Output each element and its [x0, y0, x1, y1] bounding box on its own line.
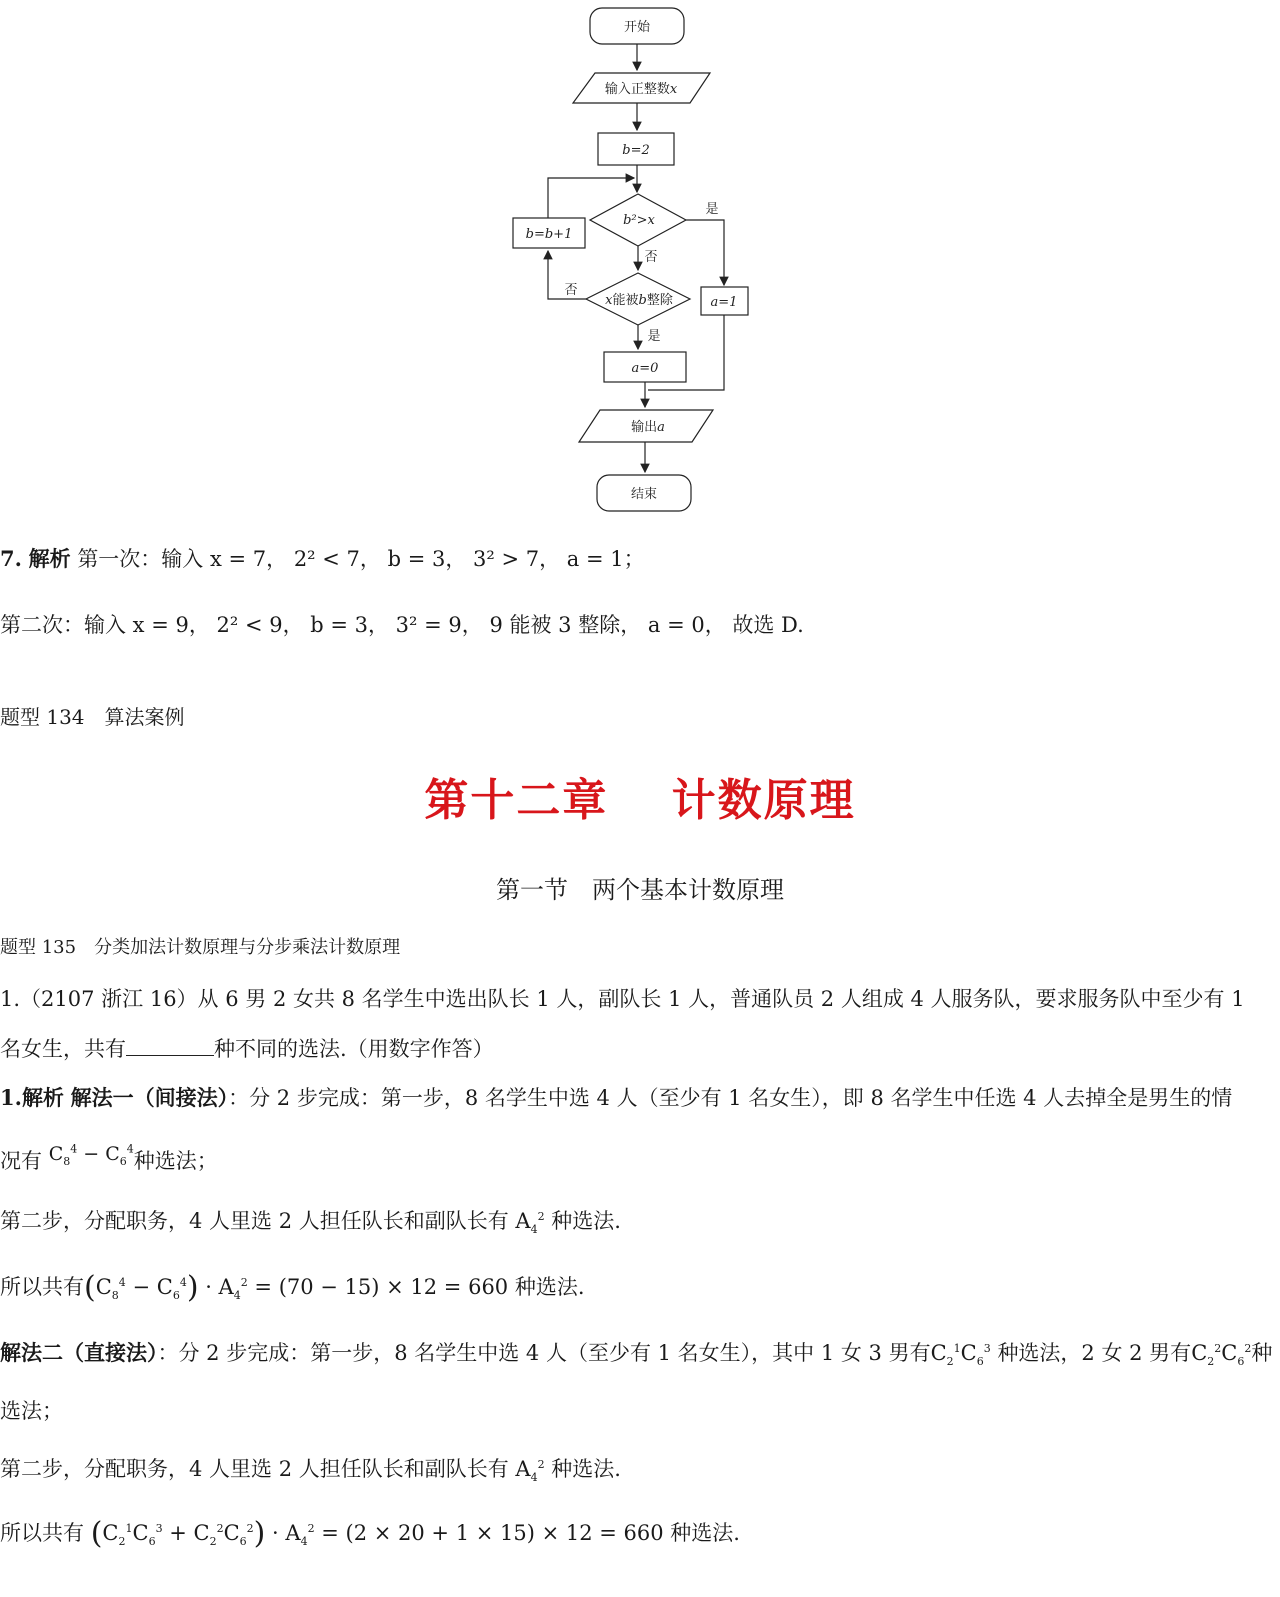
algorithm-flowchart	[0, 0, 1280, 530]
s4-post: = (70 − 15) × 12 = 660 种选法.	[254, 1275, 585, 1299]
flow-no1-label: 否	[644, 250, 658, 265]
method2-mid: 种选法，2 女 2 男有	[997, 1341, 1192, 1365]
q7-line2-text: 第二次：输入 x = 9， 2² < 9， b = 3， 3² = 9， 9 能被 3 整除， a = 0， 故选 D.	[0, 613, 804, 637]
s4-pre: 所以共有	[0, 1275, 84, 1299]
flow-condition1-label: b²>x	[623, 213, 655, 228]
problem1-line2	[0, 1033, 494, 1064]
flow-input-label: 输入正整数x	[604, 82, 678, 97]
flow-yes1-label: 是	[705, 202, 719, 217]
solution-line6: 选法；	[0, 1399, 63, 1423]
solution-line4: 所以共有$(C_8^4 - C_6^4) \cdot A_4^2 = (70 - 15) \times 12 = 660$ 种选法.	[0, 1270, 585, 1305]
flow-condition2-label: x能被b整除	[605, 293, 673, 308]
solution-number: 1.	[0, 1085, 22, 1110]
flow-yes2-label: 是	[647, 329, 661, 344]
method1-label: 解法一（间接法）	[70, 1085, 229, 1110]
s6-text: 第二步，分配职务，4 人里选 2 人担任队长和副队长有 A	[0, 1457, 531, 1481]
s7-post: = (2 × 20 + 1 × 15) × 12 = 660 种选法.	[321, 1521, 740, 1545]
solution-line5: 解法二（直接法）：分 2 步完成：第一步，8 名学生中选 4 人（至少有 1 名女生），其中 1 女 3 男有$C_2^1C_6^3$ 种选法，2 女 2 男有$C_2^2C_6^2$种	[0, 1340, 1273, 1369]
s6-post: 种选法.	[551, 1457, 621, 1481]
method2-text: ：分 2 步完成：第一步，8 名学生中选 4 人（至少有 1 名女生），其中 1 女 3 男有	[157, 1341, 931, 1365]
flow-increment-label: b=b+1	[525, 227, 573, 242]
problem1-line2-b: 种不同的选法.（用数字作答）	[214, 1037, 494, 1061]
chapter-title: 第十二章 计数原理	[424, 775, 856, 826]
flow-output-label: 输出a	[631, 420, 665, 435]
problem1-line1: 1.（2107 浙江 16）从 6 男 2 女共 8 名学生中选出队长 1 人，副队长 1 人，普通队员 2 人组成 4 人服务队，要求服务队中至少有 1	[0, 987, 1245, 1011]
flow-init-label: b=2	[622, 143, 650, 158]
method1-text: ：分 2 步完成：第一步，8 名学生中选 4 人（至少有 1 名女生），即 8 名学生中任选 4 人去掉全是男生的情	[228, 1086, 1233, 1110]
q7-analysis-label: 解析	[28, 546, 71, 571]
solution-line2	[0, 1142, 218, 1177]
q7-solution-line2	[0, 610, 804, 640]
q7-solution-line1	[0, 544, 645, 574]
method2-label: 解法二（直接法）	[0, 1340, 158, 1365]
flow-a0-label: a=0	[631, 361, 659, 376]
q7-line1-text: 第一次：输入 x = 7， 2² < 7， b = 3， 3² > 7， a = 1；	[77, 547, 645, 571]
method2-end: 种	[1251, 1341, 1273, 1365]
section-title: 第一节 两个基本计数原理	[496, 876, 784, 904]
solution-line3: 第二步，分配职务，4 人里选 2 人担任队长和副队长有 $A_4^2$ 种选法.	[0, 1209, 621, 1237]
s3-post: 种选法.	[551, 1209, 621, 1233]
q7-number: 7.	[0, 546, 22, 571]
s7-pre: 所以共有	[0, 1521, 84, 1545]
s3-text: 第二步，分配职务，4 人里选 2 人担任队长和副队长有 A	[0, 1209, 531, 1233]
flow-no2-label: 否	[564, 283, 578, 298]
solution-line7: 第二步，分配职务，4 人里选 2 人担任队长和副队长有 $A_4^2$ 种选法.	[0, 1457, 621, 1485]
type-135-heading: 题型 135 分类加法计数原理与分步乘法计数原理	[0, 937, 401, 958]
formula-c84-minus-c64: $C_8^4 - C_6^4$	[48, 1142, 134, 1168]
problem1-line2-a: 名女生，共有	[0, 1037, 126, 1061]
answer-blank	[126, 1033, 214, 1056]
solution-analysis-label: 解析	[21, 1085, 64, 1110]
s2-pre: 况有	[0, 1149, 42, 1173]
flow-start-label: 开始	[623, 20, 651, 35]
solution-line1	[0, 1083, 1232, 1113]
solution-line8: 所以共有 $(C_2^1C_6^3 + C_2^2C_6^2) \cdot A_4^2 = (2 \times 20 + 1 \times 15) \times 12 = 660$ 种选法.	[0, 1516, 740, 1551]
flow-end-label: 结束	[630, 487, 658, 502]
type-134-heading: 题型 134 算法案例	[0, 705, 185, 729]
flow-a1-label: a=1	[710, 295, 738, 310]
s2-post: 种选法；	[133, 1149, 218, 1173]
